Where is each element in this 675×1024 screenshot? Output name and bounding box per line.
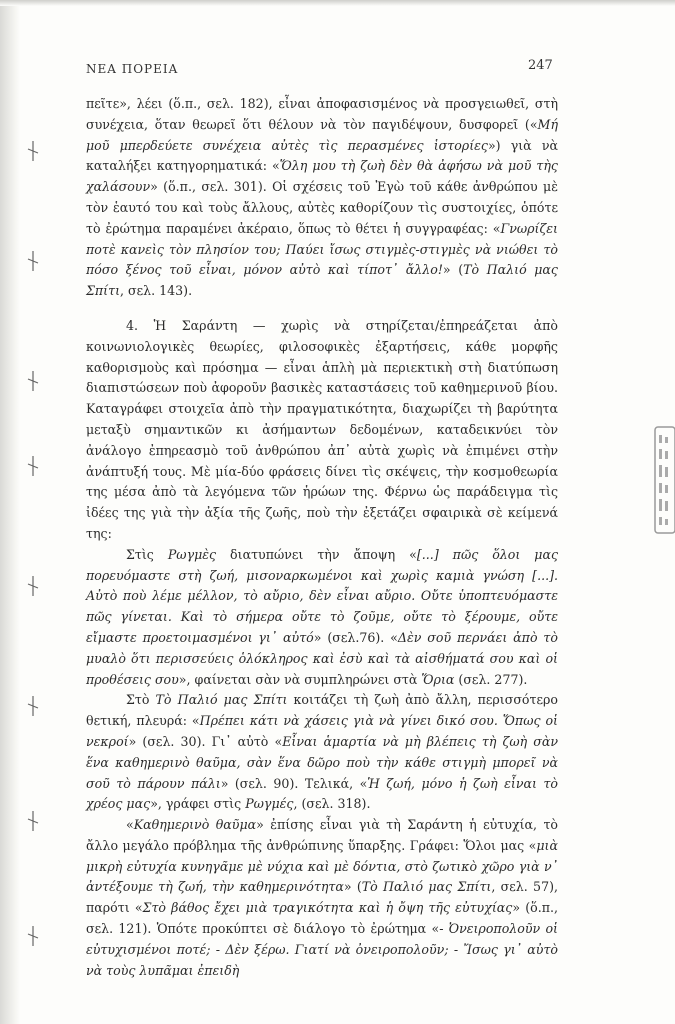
italic-quote: Δὲν σοῦ περνάει ἀπὸ τὸ μυαλὸ ὅτι περισσεύεις ὁλόκληρος καὶ ἐσὺ καὶ τὰ αἰσθήματά σου καὶ οἱ προθέσεις σου: [86, 629, 558, 687]
italic-quote: Πρέπει κάτι νὰ χάσεις γιὰ νὰ γίνει δικό σου. Ὅπως οἱ νεκροί: [86, 713, 558, 749]
margin-tick-icon: [26, 810, 40, 832]
italic-quote: Τὸ Παλιό μας Σπίτι: [86, 262, 558, 299]
page-number: 247: [528, 58, 553, 73]
paragraph: [86, 316, 558, 545]
text-run: , (σελ. 318).: [293, 796, 371, 812]
text-run: «: [126, 817, 134, 833]
text-run: , σελ. 57), παρότι «: [86, 879, 558, 916]
italic-quote: Ρωγμές: [245, 796, 294, 812]
margin-tick-icon: [26, 925, 40, 947]
text-run: (σελ. 277).: [454, 671, 528, 687]
margin-tick-icon: [26, 575, 40, 597]
margin-tick-icon: [26, 695, 40, 717]
margin-tick-icon: [26, 140, 40, 162]
text-run: ») γιὰ νὰ καταλήξει κατηγορηματικά: «: [86, 137, 558, 174]
text-run: » (ὅ.π., σελ. 301). Οἱ σχέσεις τοῦ Ἐγὼ τοῦ κάθε ἀνθρώπου μὲ τὸν ἑαυτό του καὶ τοὺς ἄλλους, αὐτὲς καθορίζουν τὶς συστοιχίες, ὁπότε τὸ ἐρώτημα παραμένει ἀκέραιο, ὅπως τὸ θέτει ἡ συγγραφέας: «: [86, 179, 558, 236]
text-run: » (: [442, 262, 464, 278]
italic-quote: Τὸ Παλιό μας Σπίτι: [155, 692, 288, 708]
italic-quote: [...] πῶς ὅλοι μας πορευόμαστε στὴ ζωή, μισοναρκωμένοι καὶ χωρὶς καμιὰ γνώση [...]. Αὐτὸ ποὺ λέμε μέλλον, τὸ αὔριο, δὲν εἶναι αὔριο. Οὔτε ὑποπτευόμαστε πῶς γίνεται. Καὶ τὸ σήμερα οὔτε τὸ ζοῦμε, οὔτε τὸ ξέρουμε, οὔτε εἴμαστε προετοιμασμένοι γι᾽ αὐτό: [86, 546, 559, 645]
text-run: », γράφει στὶς: [150, 796, 246, 812]
text-run: πεῖτε», λέει (ὅ.π., σελ. 182), εἶναι ἀποφασισμένος νὰ προσγειωθεῖ, στὴ συνέχεια, ὅταν θεωρεῖ ὅτι θέλουν νὰ τὸν παγιδέψουν, δυσφορεῖ («: [86, 96, 558, 132]
italic-quote: μιὰ μικρὴ εὐτυχία κυνηγᾶμε μὲ νύχια καὶ μὲ δόντια, στὸ ζωτικὸ χῶρο γιὰ ν᾽ ἀντέξουμε τὴ ζωή, τὴν καθημερινότητα: [86, 837, 558, 895]
paragraph: [86, 690, 558, 815]
italic-quote: - Ὀνειροπολοῦν οἱ εὐτυχισμένοι ποτέ; - Δὲν ξέρω. Γιατί νὰ ὀνειροπολοῦν; - Ἴσως γι᾽ αὐτὸ νὰ τοὺς λυπᾶμαι ἐπειδὴ: [86, 921, 558, 978]
paragraph: [86, 815, 558, 981]
margin-tick-icon: [26, 250, 40, 272]
text-run: κοιτάζει τὴ ζωὴ ἀπὸ ἄλλη, περισσότερο θετική, πλευρά: «: [86, 692, 558, 729]
italic-quote: Ὅλη μου τὴ ζωὴ δὲν θὰ ἀφήσω νὰ μοῦ τὴς χαλάσουν: [86, 158, 558, 195]
italic-quote: Ρωγμὲς: [167, 546, 217, 562]
italic-quote: Γνωρίζει ποτὲ κανεὶς τὸν πλησίον του; Παύει ἴσως στιγμὲς-στιγμὲς νὰ νιώθει τὸ πόσο ξένος τοῦ εἶναι, μόνον αὐτὸ καὶ τίποτ᾽ ἄλλο!: [86, 220, 558, 278]
italic-quote: Εἶναι ἁμαρτία νὰ μὴ βλέπεις τὴ ζωὴ σὰν ἕνα καθημερινὸ θαῦμα, σὰν ἕνα δῶρο ποὺ τὴν κάθε στιγμὴ μπορεῖ νὰ σοῦ τὸ πάρουν πάλι: [86, 733, 558, 791]
margin-tick-icon: [26, 370, 40, 392]
library-stamp: [653, 425, 675, 535]
text-run: Στὶς: [126, 546, 168, 562]
article-body: [86, 94, 558, 981]
text-run: », φαίνεται σὰν νὰ συμπληρώνει στὰ: [178, 671, 422, 687]
paragraph: [86, 94, 558, 302]
page-top-edge: [0, 0, 675, 6]
italic-quote: Καθημερινὸ θαῦμα: [133, 817, 257, 833]
italic-quote: Στὸ βάθος ἔχει μιὰ τραγικότητα καὶ ἡ ὄψη τῆς εὐτυχίας: [142, 900, 513, 916]
text-run: » (: [343, 879, 362, 895]
italic-quote: Ἡ ζωή, μόνο ἡ ζωὴ εἶναι τὸ χρέος μας: [86, 775, 558, 812]
paragraph: [86, 545, 558, 691]
italic-quote: Ὅρια: [421, 671, 455, 687]
italic-quote: Τὸ Παλιό μας Σπίτι: [361, 879, 492, 895]
text-run: » (σελ.76). «: [313, 629, 398, 645]
text-run: Στὸ: [126, 692, 156, 708]
text-run: 4. Ἡ Σαράντη — χωρὶς νὰ στηρίζεται/ἐπηρεάζεται ἀπὸ κοινωνιολογικὲς θεωρίες, φιλοσοφικὲς ἐξαρτήσεις, κάθε μορφῆς καθορισμοὺς καὶ πρόσημα — εἶναι ἁπλὴ μὰ περιεκτικὴ στὴ διατύπωση διαπιστώσεων ποὺ ἀφοροῦν βασικὲς καταστάσεις τοῦ καθημερινοῦ βίου. Καταγράφει στοιχεῖα ἀπὸ τὴν πραγματικότητα, διαχωρίζει τὴ βαρύτητα μεταξὺ σημαντικῶν κι ἀσήμαντων δεδομένων, καταδεικνύει τὸν ἀνάλογο ἐπηρεασμὸ τοῦ ἀνθρώπου ἀπ᾽ αὐτὰ χωρὶς νὰ ἐπιμένει στὴν ἀνάπτυξή τους. Μὲ μία-δύο φράσεις δίνει τὶς σκέψεις, τὴν κοσμοθεωρία της μέσα ἀπὸ τὰ λεγόμενα τῶν ἡρώων της. Φέρνω ὡς παράδειγμα τὶς ἰδέες της γιὰ τὴν ἀξία τῆς ζωῆς, ποὺ τὴν ἐξετάζει σφαιρικὰ σὲ κείμενά της:: [86, 317, 558, 541]
italic-quote: Μή μοῦ μπερδεύετε συνέχεια αὐτὲς τὶς περασμένες ἱστορίες: [86, 116, 558, 153]
text-run: » (σελ. 30). Γι᾽ αὐτὸ «: [128, 733, 283, 749]
running-head: ΝΕΑ ΠΟΡΕΙΑ: [86, 62, 179, 76]
text-run: » (ὅ.π., σελ. 121). Ὁπότε προκύπτει σὲ διάλογο τὸ ἐρώτημα «: [86, 900, 558, 937]
text-run: διατυπώνει τὴν ἄποψη «: [216, 546, 417, 562]
text-run: » ἐπίσης εἶναι γιὰ τὴ Σαράντη ἡ εὐτυχία, τὸ ἄλλο μεγάλο πρόβλημα τῆς ἀνθρώπινης ὕπαρξης. Γράφει: Ὅλοι μας «: [86, 817, 559, 853]
text-run: » (σελ. 90). Τελικά, «: [220, 775, 368, 791]
page-binding-edge: [0, 0, 20, 1024]
margin-tick-icon: [26, 455, 40, 477]
text-run: , σελ. 143).: [120, 283, 193, 299]
